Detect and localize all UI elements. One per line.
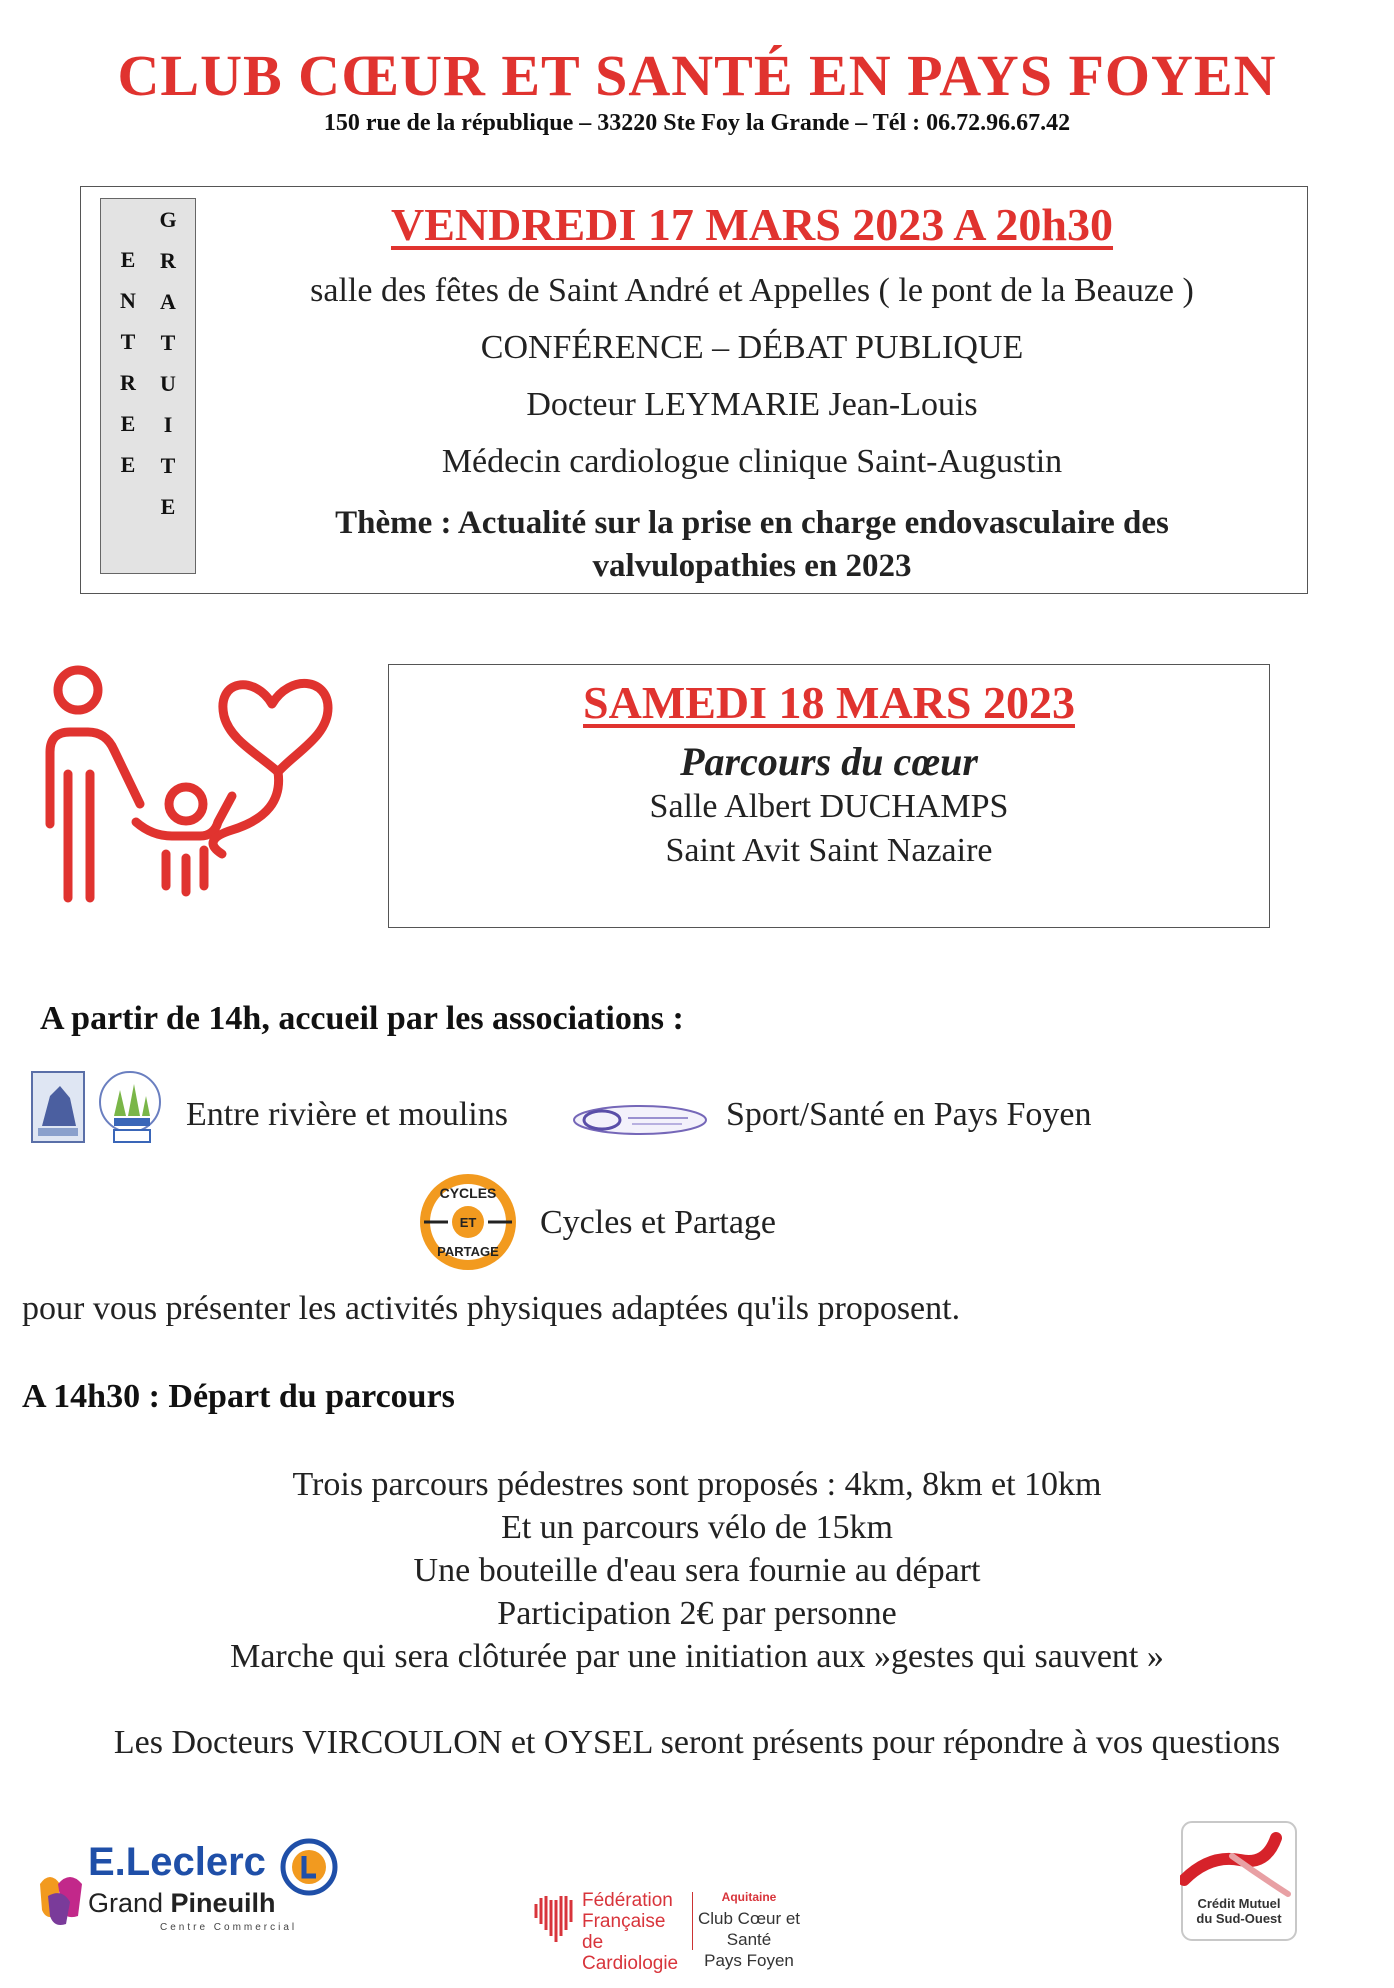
banner-letter: R	[160, 248, 176, 273]
club-region: Aquitaine	[721, 1890, 777, 1904]
cm-line: du Sud-Ouest	[1196, 1911, 1282, 1926]
banner-letter: T	[120, 329, 136, 354]
leclerc-store	[88, 1888, 276, 1919]
cm-line: Crédit Mutuel	[1197, 1896, 1281, 1911]
doctors-present: Les Docteurs VIRCOULON et OYSEL seront présents pour répondre à vos questions	[113, 1724, 1281, 1761]
friday-speaker-role: Médecin cardiologue clinique Saint-Augustin	[441, 443, 1063, 480]
banner-letter: E	[120, 411, 136, 436]
ffc-line: Fédération	[582, 1890, 673, 1911]
banner-letter: U	[160, 371, 176, 396]
friday-theme-line-1: Thème : Actualité sur la prise en charge endovasculaire des	[335, 505, 1169, 541]
banner-letter: A	[160, 289, 176, 314]
saturday-town: Saint Avit Saint Nazaire	[665, 832, 993, 869]
friday-speaker: Docteur LEYMARIE Jean-Louis	[526, 386, 978, 423]
banner-letter: E	[120, 247, 136, 272]
banner-letter: I	[163, 412, 173, 437]
ffc-line: Française de	[582, 1911, 666, 1953]
free-entry-banner	[100, 198, 196, 574]
leclerc-store-b: Pineuilh	[170, 1888, 276, 1918]
club-name	[690, 1908, 808, 1971]
banner-letter: R	[120, 370, 136, 395]
banner-letter: T	[160, 330, 176, 355]
page-title: CLUB CŒUR ET SANTÉ EN PAYS FOYEN	[117, 43, 1277, 108]
club-line: Pays Foyen	[704, 1951, 794, 1970]
banner-word-gratuite	[153, 199, 183, 527]
club-line: Club Cœur et Santé	[697, 1909, 801, 1949]
ffc-heart-logo	[532, 1888, 576, 1948]
entre-riviere-moulins-logo	[30, 1066, 166, 1150]
detail-line: Et un parcours vélo de 15km	[501, 1509, 893, 1546]
banner-letter: G	[159, 207, 177, 232]
club-address: 150 rue de la république – 33220 Ste Foy la Grande – Tél : 06.72.96.67.42	[323, 110, 1071, 136]
sport-sante-logo	[570, 1100, 710, 1138]
association-name: Entre rivière et moulins	[186, 1096, 508, 1133]
cycles-partage-logo	[418, 1172, 518, 1272]
cycles-logo-bottom-text: PARTAGE	[437, 1244, 499, 1259]
friday-event-type: CONFÉRENCE – DÉBAT PUBLIQUE	[480, 329, 1024, 366]
departure-heading: A 14h30 : Départ du parcours	[22, 1378, 455, 1415]
detail-line: Marche qui sera clôturée par une initiation aux »gestes qui sauvent »	[230, 1638, 1164, 1675]
leclerc-brand: E.Leclerc	[88, 1840, 266, 1884]
banner-letter: T	[160, 453, 176, 478]
association-name: Sport/Santé en Pays Foyen	[726, 1096, 1092, 1133]
leclerc-store-a: Grand	[88, 1888, 171, 1918]
ffc-name	[582, 1890, 688, 1974]
ffc-line: Cardiologie	[582, 1953, 679, 1974]
family-heart-balloon-icon	[32, 654, 342, 914]
friday-theme	[196, 502, 1308, 588]
banner-letter: N	[120, 288, 136, 313]
saturday-hall: Salle Albert DUCHAMPS	[649, 788, 1009, 825]
associations-purpose: pour vous présenter les activités physiques adaptées qu'ils proposent.	[22, 1290, 961, 1327]
welcome-text: A partir de 14h, accueil par les associations :	[40, 1000, 684, 1037]
leclerc-l-icon	[280, 1838, 338, 1896]
friday-theme-line-2: valvulopathies en 2023	[592, 548, 912, 584]
banner-letter: E	[120, 452, 136, 477]
banner-letter: E	[160, 494, 176, 519]
leclerc-subtitle: Centre Commercial	[160, 1922, 298, 1933]
cycles-logo-mid-text: ET	[459, 1215, 477, 1230]
detail-line: Trois parcours pédestres sont proposés : 4km, 8km et 10km	[292, 1466, 1102, 1503]
cycles-logo-top-text: CYCLES	[439, 1185, 497, 1201]
association-name: Cycles et Partage	[540, 1204, 777, 1241]
credit-mutuel-name	[1180, 1896, 1298, 1926]
friday-venue: salle des fêtes de Saint André et Appelles ( le pont de la Beauze )	[310, 272, 1194, 309]
saturday-date: SAMEDI 18 MARS 2023	[583, 677, 1075, 728]
friday-date: VENDREDI 17 MARS 2023 A 20h30	[390, 199, 1114, 250]
detail-line: Une bouteille d'eau sera fournie au départ	[413, 1552, 981, 1589]
banner-word-entree	[113, 239, 143, 485]
saturday-event: Parcours du cœur	[680, 739, 978, 784]
detail-line: Participation 2€ par personne	[497, 1595, 897, 1632]
